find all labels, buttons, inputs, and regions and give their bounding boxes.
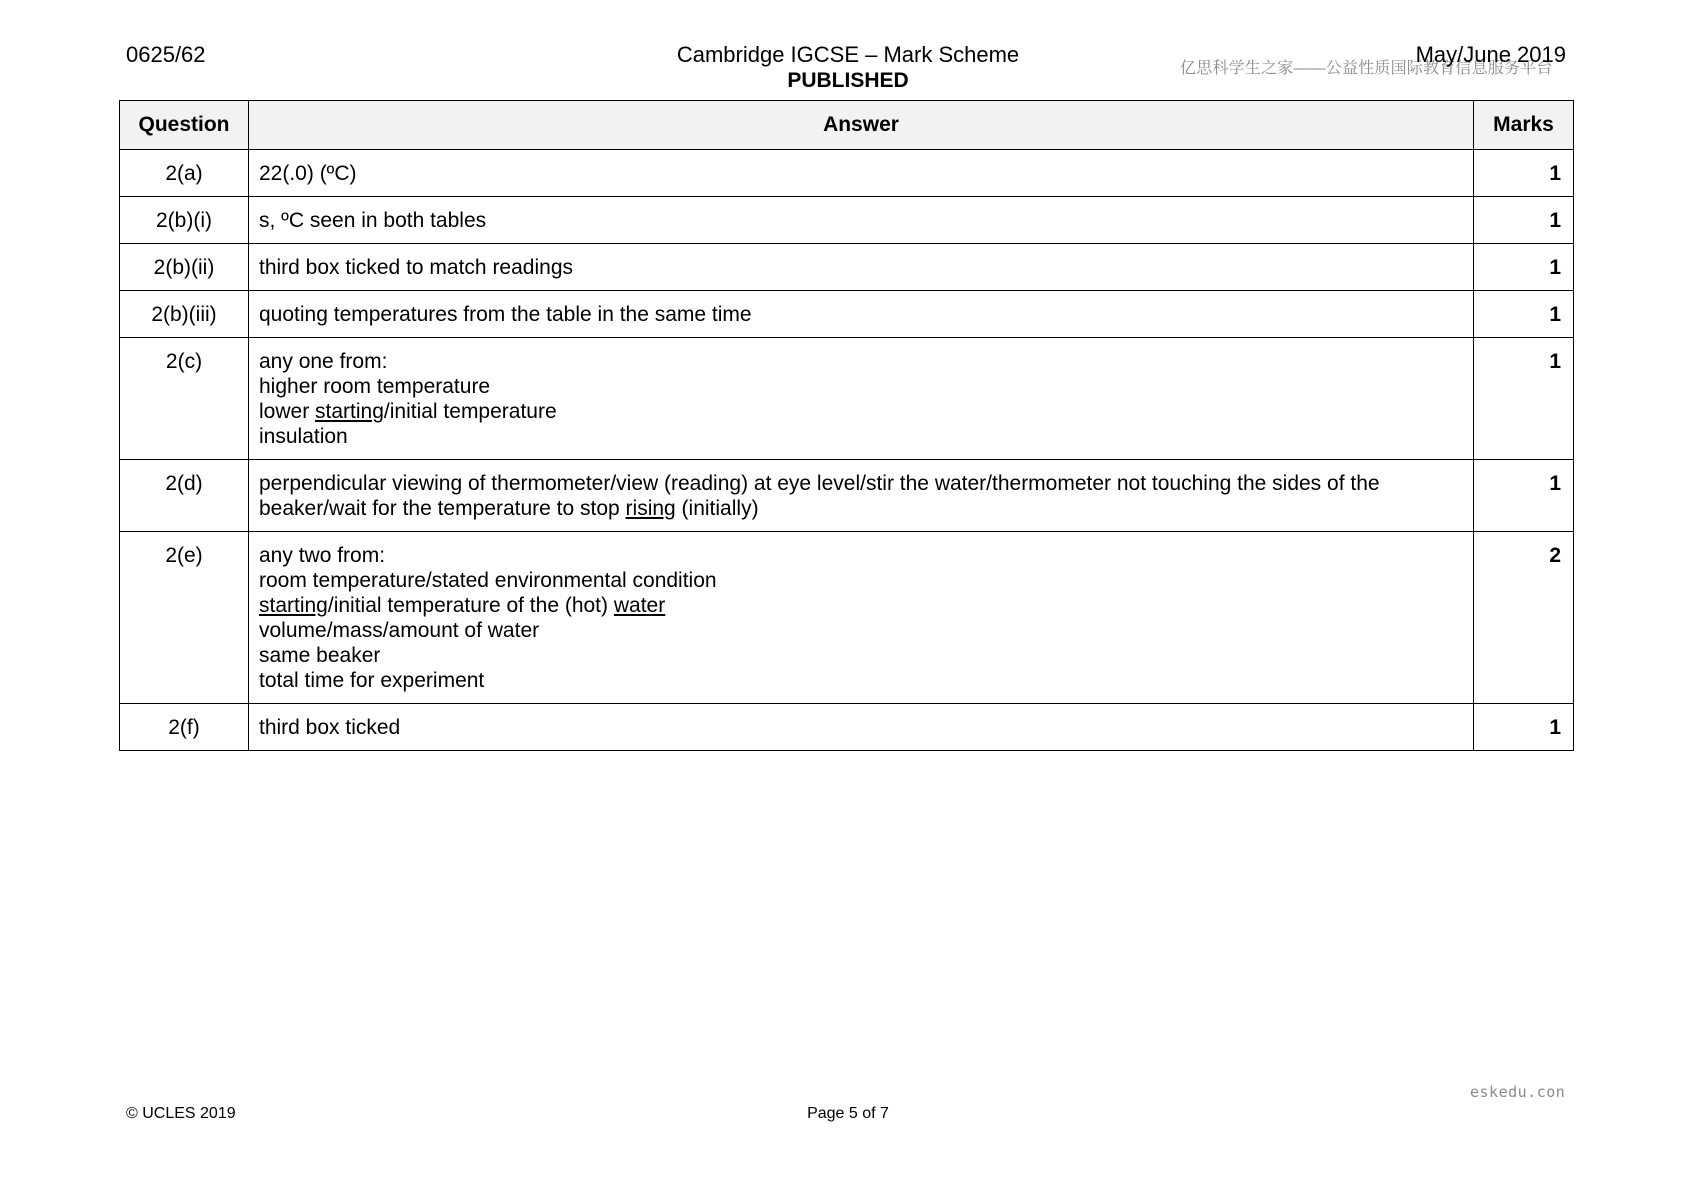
- marks-column-header: Marks: [1474, 101, 1574, 150]
- underlined-keyword: starting: [259, 594, 328, 617]
- answer-line: room temperature/stated environmental condition: [259, 569, 717, 592]
- table-row: [120, 704, 1574, 751]
- answer-text: /initial temperature of the (hot): [327, 594, 614, 617]
- answer-line: 22(.0) (ºC): [259, 162, 357, 185]
- marks-value: 1: [1474, 150, 1574, 197]
- marks-value: 1: [1474, 704, 1574, 751]
- question-number: 2(b)(ii): [120, 244, 249, 291]
- answer-cell: [249, 244, 1474, 291]
- exam-session: May/June 2019: [1415, 42, 1566, 67]
- table-row: [120, 532, 1574, 704]
- question-number: 2(d): [120, 460, 249, 532]
- answer-line: third box ticked: [259, 716, 401, 739]
- question-number: 2(e): [120, 532, 249, 704]
- answer-line: [259, 496, 1463, 521]
- answer-line: higher room temperature: [259, 375, 491, 398]
- answer-cell: [249, 291, 1474, 338]
- marks-value: 1: [1474, 244, 1574, 291]
- answer-line: perpendicular viewing of thermometer/view (reading) at eye level/stir the water/thermometer not touching the sides of the: [259, 472, 1380, 495]
- answer-text: beaker/wait for the temperature to stop: [259, 497, 626, 520]
- question-number: 2(c): [120, 338, 249, 460]
- watermark-bottom: eskedu.con: [1470, 1083, 1566, 1101]
- answer-column-header: Answer: [249, 101, 1474, 150]
- answer-line: volume/mass/amount of water: [259, 619, 540, 642]
- title-text: Cambridge IGCSE – Mark Scheme: [676, 42, 1020, 67]
- answer-line: insulation: [259, 425, 348, 448]
- answer-cell: [249, 704, 1474, 751]
- underlined-keyword: rising: [625, 497, 676, 520]
- answer-line: quoting temperatures from the table in the same time: [259, 303, 752, 326]
- marks-value: 1: [1474, 291, 1574, 338]
- answer-line: same beaker: [259, 644, 381, 667]
- question-number: 2(b)(i): [120, 197, 249, 244]
- answer-line: total time for experiment: [259, 669, 485, 692]
- answer-cell: [249, 150, 1474, 197]
- answer-cell: [249, 532, 1474, 704]
- published-label: PUBLISHED: [787, 69, 909, 92]
- answer-text: (initially): [675, 497, 759, 520]
- question-number: 2(b)(iii): [120, 291, 249, 338]
- marks-value: 1: [1474, 197, 1574, 244]
- watermark-top: 亿思科学生之家——公益性质国际教育信息服务平台: [1180, 60, 1553, 77]
- table-header-row: [120, 101, 1574, 150]
- question-number: 2(a): [120, 150, 249, 197]
- copyright: © UCLES 2019: [126, 1105, 236, 1122]
- answer-line: any two from:: [259, 544, 386, 567]
- answer-cell: [249, 460, 1474, 532]
- table-row: [120, 338, 1574, 460]
- answer-text: /initial temperature: [383, 400, 557, 423]
- question-number: 2(f): [120, 704, 249, 751]
- answer-line: any one from:: [259, 350, 388, 373]
- answer-line: third box ticked to match readings: [259, 256, 573, 279]
- mark-scheme-table: [119, 100, 1574, 751]
- marks-value: 1: [1474, 460, 1574, 532]
- answer-line: [259, 399, 1463, 424]
- underlined-keyword: starting: [315, 400, 384, 423]
- table-row: [120, 291, 1574, 338]
- marks-value: 1: [1474, 338, 1574, 460]
- answer-cell: [249, 197, 1474, 244]
- table-row: [120, 197, 1574, 244]
- table-row: [120, 150, 1574, 197]
- marks-value: 2: [1474, 532, 1574, 704]
- answer-line: [259, 593, 1463, 618]
- answer-cell: [249, 338, 1474, 460]
- paper-code: 0625/62: [126, 42, 206, 67]
- table-row: [120, 244, 1574, 291]
- question-column-header: Question: [120, 101, 249, 150]
- underlined-keyword: water: [613, 594, 666, 617]
- page-number: Page 5 of 7: [807, 1105, 889, 1122]
- answer-line: s, ºC seen in both tables: [259, 209, 487, 232]
- table-row: [120, 460, 1574, 532]
- answer-text: lower: [259, 400, 316, 423]
